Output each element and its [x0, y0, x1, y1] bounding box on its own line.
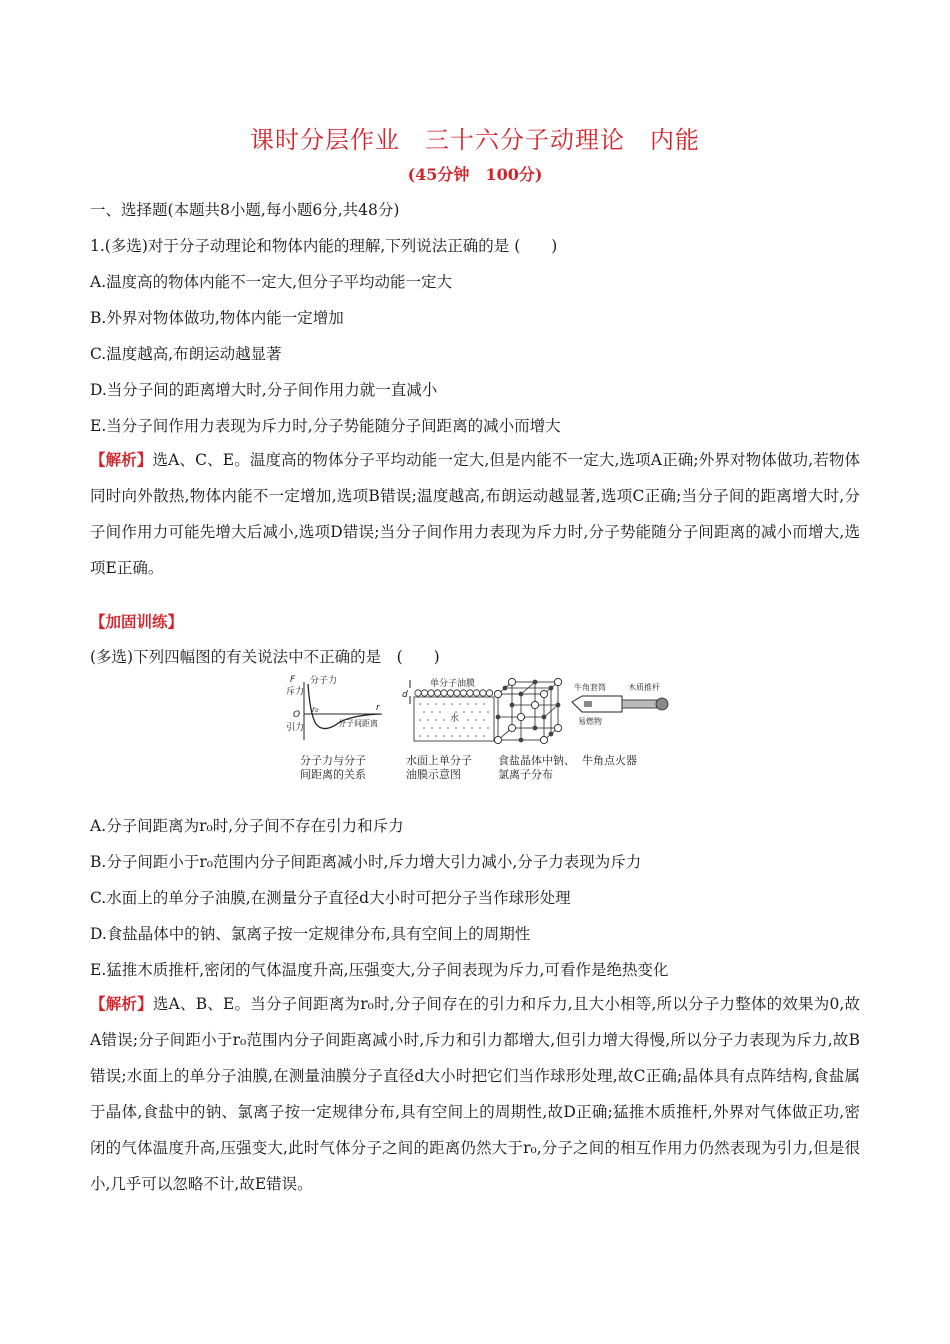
q1-option-a: A.温度高的物体内能不一定大,但分子平均动能一定大	[90, 273, 453, 291]
panel3-caption-line1: 食盐晶体中钠、	[498, 754, 575, 767]
panel3-caption-line2: 氯离子分布	[498, 768, 553, 781]
oil-molecules	[415, 690, 493, 696]
training-option-a: A.分子间距离为r₀时,分子间不存在引力和斥力	[90, 817, 404, 835]
training-tag: 【加固训练】	[90, 612, 184, 631]
figure-svg	[282, 674, 672, 786]
panel-force-distance	[286, 674, 382, 781]
panel1-caption-line2: 间距离的关系	[300, 768, 366, 781]
q1-analysis	[90, 442, 860, 586]
axis-r-label: r	[376, 703, 380, 713]
origin-label: O	[293, 710, 301, 720]
sleeve-label: 牛角套筒	[574, 683, 606, 692]
q1-option-c: C.温度越高,布朗运动越显著	[90, 345, 282, 363]
panel1-caption-line1: 分子力与分子	[300, 754, 366, 767]
r0-label: r₀	[312, 705, 319, 714]
q1-analysis-tag: 【解析】	[90, 450, 153, 469]
training-option-b: B.分子间距小于r₀范围内分子间距离减小时,斥力增大引力减小,分子力表现为斥力	[90, 853, 642, 871]
training-stem: (多选)下列四幅图的有关说法中不正确的是 ( )	[90, 648, 440, 666]
training-option-c: C.水面上的单分子油膜,在测量分子直径d大小时可把分子当作球形处理	[90, 889, 571, 907]
fuel-label: 易燃物	[578, 717, 602, 726]
water-label: 水	[450, 714, 460, 724]
q1-analysis-text: 选A、C、E。温度高的物体分子平均动能一定大,但是内能不一定大,选项A正确;外界对物体做功,若物体同时向外散热,物体内能不一定增加,选项B错误;温度越高,布朗运动越显著,选项C正确;当分子间的距离增大时,分子间作用力可能先增大后减小,选项D错误;当分子间作用力表现为斥力时,分子势能随分子间距离的减小而增大,选项E正确。	[90, 451, 860, 577]
training-analysis-tag: 【解析】	[90, 994, 153, 1013]
section-heading: 一、选择题(本题共8小题,每小题6分,共48分)	[90, 201, 400, 219]
panel-oil-film	[402, 677, 494, 781]
film-label: 单分子油膜	[430, 679, 476, 689]
attraction-label: 引力	[286, 723, 305, 733]
thickness-d-label: d	[402, 690, 408, 700]
training-option-e: E.猛推木质推杆,密闭的气体温度升高,压强变大,分子间表现为斥力,可看作是绝热变化	[90, 961, 669, 979]
x-axis-label: 分子间距离	[338, 719, 378, 728]
page-subtitle: (45分钟 100分)	[407, 165, 543, 184]
q1-option-e: E.当分子间作用力表现为斥力时,分子势能随分子间距离的减小而增大	[90, 417, 561, 435]
panel4-caption: 牛角点火器	[582, 754, 637, 767]
axis-F-label: F	[290, 675, 296, 685]
q1-option-b: B.外界对物体做功,物体内能一定增加	[90, 309, 344, 327]
panel2-caption-line2: 油膜示意图	[406, 768, 461, 781]
page-title: 课时分层作业 三十六分子动理论 内能	[250, 126, 700, 154]
training-figure	[282, 674, 672, 786]
q1-option-d: D.当分子间的距离增大时,分子间作用力就一直减小	[90, 381, 438, 399]
panel1-title: 分子力	[310, 676, 338, 686]
rod-label: 木质推杆	[628, 683, 660, 692]
panel2-caption-line1: 水面上单分子	[406, 754, 472, 767]
training-analysis-text: 选A、B、E。当分子间距离为r₀时,分子间存在的引力和斥力,且大小相等,所以分子力整体的效果为0,故A错误;分子间距小于r₀范围内分子间距离减小时,斥力和引力都增大,但引力增大得慢,所以分子力表现为斥力,故B错误;水面上的单分子油膜,在测量油膜分子直径d大小时把它们当作球形处理,故C正确;晶体具有点阵结构,食盐属于晶体,食盐中的钠、氯离子按一定规律分布,具有空间上的周期性,故D正确;猛推木质推杆,外界对气体做正功,密闭的气体温度升高,压强变大,此时气体分子之间的距离仍然大于r₀,分子之间的相互作用力仍然表现为引力,但是很小,几乎可以忽略不计,故E错误。	[90, 995, 860, 1193]
training-option-d: D.食盐晶体中的钠、氯离子按一定规律分布,具有空间上的周期性	[90, 925, 531, 943]
repulsion-label: 斥力	[286, 687, 305, 697]
panel-fire-piston	[572, 682, 668, 767]
panel-nacl-lattice	[494, 678, 561, 743]
training-analysis	[90, 986, 860, 1202]
q1-stem: 1.(多选)对于分子动理论和物体内能的理解,下列说法正确的是 ( )	[90, 237, 558, 255]
